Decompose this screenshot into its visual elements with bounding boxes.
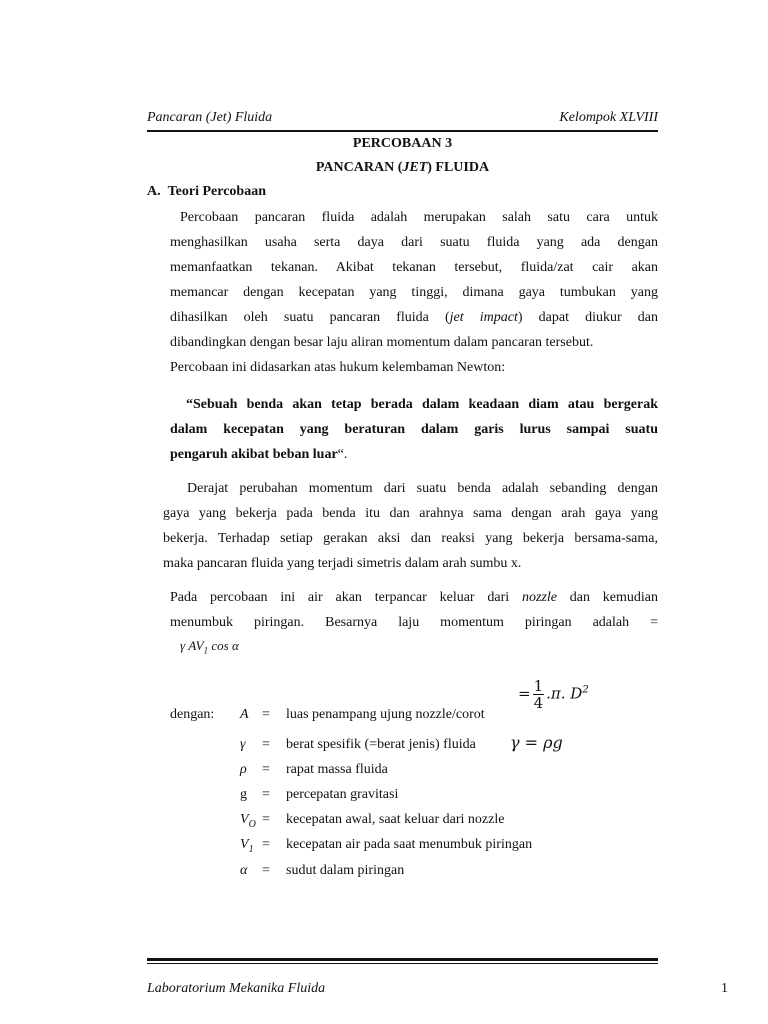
def-symbol: A	[240, 707, 249, 722]
def-text: kecepatan awal, saat keluar dari nozzle	[286, 812, 505, 827]
specific-weight-formula: γ = ρg	[510, 733, 563, 752]
def-equals: =	[262, 762, 270, 777]
momentum-formula: γ $AV_1$ cos α	[180, 638, 239, 656]
def-equals: =	[262, 737, 270, 752]
header-right: Kelompok XLVIII	[559, 110, 658, 125]
def-text: rapat massa fluida	[286, 762, 388, 777]
def-symbol: g	[240, 787, 247, 802]
text-line: memanfaatkan tekanan. Akibat tekanan tersebut, fluida/zat cair akan	[170, 260, 658, 275]
text-line: maka pancaran fluida yang terjadi simetris dalam arah sumbu x.	[163, 556, 522, 571]
footer-rule-top	[147, 958, 658, 961]
text-line: memancar dengan kecepatan yang tinggi, dimana gaya tumbukan yang	[170, 285, 658, 300]
quote-line: “Sebuah benda akan tetap berada dalam keadaan diam atau bergerak	[186, 397, 658, 412]
def-text: sudut dalam piringan	[286, 863, 405, 878]
page-title: PANCARAN (JET) FLUIDA	[315, 160, 490, 175]
footer-lab-name: Laboratorium Mekanika Fluida	[147, 981, 326, 996]
footer-rule-bottom	[147, 963, 658, 964]
page-number: 1	[721, 981, 728, 996]
quote-line: pengaruh akibat beban luar“.	[170, 447, 348, 462]
quote-line: dalam kecepatan yang beraturan dalam garis lurus sampai suatu	[170, 422, 658, 437]
definitions-lead: dengan:	[170, 707, 215, 722]
def-text: luas penampang ujung nozzle/corot	[286, 707, 485, 722]
text-line: bekerja. Terhadap setiap gerakan aksi dan reaksi yang bekerja bersama-sama,	[163, 531, 658, 546]
def-equals: =	[262, 707, 270, 722]
def-symbol: α	[240, 863, 248, 878]
paragraph-experiment	[170, 585, 658, 635]
text-line: menumbuk piringan. Besarnya laju momentum piringan adalah =	[170, 615, 658, 630]
text-line: Percobaan pancaran fluida adalah merupakan salah satu cara untuk	[180, 210, 658, 225]
text-line: Percobaan ini didasarkan atas hukum kelembaman Newton:	[170, 360, 506, 375]
def-symbol: ρ	[240, 762, 247, 777]
section-heading: A. Teori Percobaan	[147, 184, 267, 199]
paragraph-momentum	[163, 476, 658, 576]
paragraph-intro	[170, 205, 658, 380]
header-rule	[147, 130, 658, 132]
def-text: berat spesifik (=berat jenis) fluida	[286, 737, 476, 752]
header-left: Pancaran (Jet) Fluida	[147, 110, 273, 125]
def-equals: =	[262, 863, 270, 878]
def-equals: =	[262, 812, 270, 827]
text-line: dihasilkan oleh suatu pancaran fluida (jet impact) dapat diukur dan	[170, 310, 658, 325]
text-line: Pada percobaan ini air akan terpancar keluar dari nozzle dan kemudian	[170, 590, 658, 605]
experiment-number: PERCOBAAN 3	[352, 136, 453, 151]
def-text: percepatan gravitasi	[286, 787, 399, 802]
def-symbol: $V_1$	[240, 837, 254, 855]
newton-law-quote	[170, 392, 658, 467]
def-text: kecepatan air pada saat menumbuk piringan	[286, 837, 533, 852]
def-equals: =	[262, 837, 270, 852]
text-line: gaya yang bekerja pada benda itu dan arahnya sama dengan arah gaya yang	[163, 506, 658, 521]
text-line: menghasilkan usaha serta daya dari suatu fluida yang ada dengan	[170, 235, 658, 250]
text-line: Derajat perubahan momentum dari suatu benda adalah sebanding dengan	[187, 481, 658, 496]
def-symbol: γ	[240, 737, 246, 752]
area-formula: = $\frac{1}{4}$ .π. $D^2$	[518, 677, 589, 712]
def-symbol: $V_O$	[240, 812, 256, 830]
def-equals: =	[262, 787, 270, 802]
text-line: dibandingkan dengan besar laju aliran momentum dalam pancaran tersebut.	[170, 335, 594, 350]
